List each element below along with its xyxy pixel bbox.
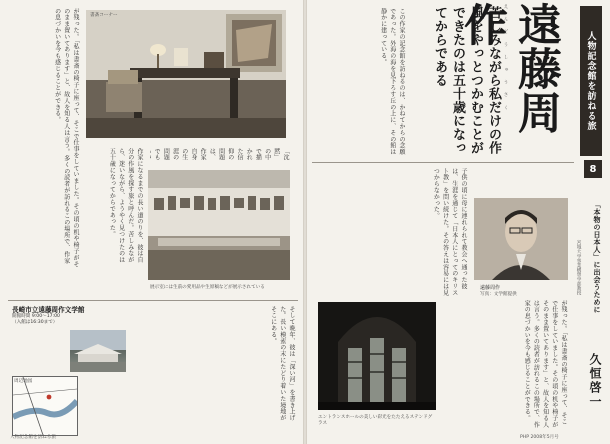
right-body-column-e: が残った。「私は書斎の椅子に座って、そこで仕事をしていました。その頃の机や椅子がそのまま置いてあります」と、故人を知る人は言う。多くの読者が訪れるこの場所で、作家の息づかいを今も感じることができる。 — [523, 300, 567, 428]
author-portrait-illustration — [474, 198, 568, 280]
portrait-subcaption: 写真：文学館提供 — [480, 292, 517, 297]
access-map-label: 周辺地図 — [14, 379, 33, 384]
author-portrait-photo — [474, 198, 568, 280]
access-map-illustration — [13, 377, 77, 435]
right-intro-text: この作家の記念館を訪ねるのは、かねてからの念願であった。外海の海を見下ろす丘の上に、その館は静かに建っている。 — [379, 8, 405, 156]
left-body-column-c: 「沈黙」の中で描かれた信仰の問題は、作家自身の生涯の問題でも — [153, 148, 289, 161]
left-section-divider — [8, 300, 298, 301]
right-body-column-d: 子供の頃に母に連れられて教会へ通った彼は、生涯を通じて「日本人にとってのキリスト教」を問い続けた。その答えは容易には見つからなかった。 — [432, 168, 467, 296]
series-subtitle: 「本物の日本人」に出会うために — [593, 200, 601, 314]
study-corner-photo — [86, 10, 286, 138]
museum-building-illustration — [70, 330, 126, 372]
museum-name: 長崎市立遠藤周作文学館 — [12, 306, 85, 314]
access-map — [12, 376, 78, 436]
museum-info: 開館時間 9:00〜17:00（入館は16:30まで） — [12, 314, 60, 325]
stained-glass-illustration — [318, 302, 436, 410]
left-body-column-d: そして晩年、彼は「深い河」を書き上げた。長い模索の末にたどり着いた境地がそこにある。 — [269, 306, 295, 422]
right-page-footer: PHP 2008年5月号 — [520, 435, 559, 440]
left-body-column-b: 作家になるまでの長い道のりを、彼は自分の作風を探す旅と呼んだ。苦しみながら、迷いながら、ようやく見つけたのは五十歳になってからであった。 — [108, 148, 143, 264]
portrait-caption: 遠藤周作 — [480, 285, 501, 291]
stained-glass-photo — [318, 302, 436, 410]
left-body-column-a: が残った。「私は書斎の椅子に座って、そこで仕事をしていました。その頃の机や椅子がそのまま置いてあります」と、故人を知る人は言う。多くの読者が訪れるこの場所で、作家の息づかいを今も感じることができる。 — [53, 8, 79, 268]
exhibition-room-caption: 展示室には生前の愛用品や生原稿などが展示されている — [150, 285, 265, 290]
museum-building-photo — [70, 330, 126, 372]
exhibition-room-illustration — [148, 170, 290, 280]
series-title-banner: 人物記念館を訪ねる旅 — [580, 6, 602, 156]
article-headline: 苦しみながら私だけの作風をやっとつかむことができたのは五十歳になってからである — [432, 6, 501, 155]
stained-glass-caption: エントランスホールの美しい彩光をたたえるステンドグラス — [318, 415, 433, 426]
author-name: 久恒啓一 — [588, 353, 602, 409]
study-corner-illustration — [86, 10, 286, 138]
left-page-footer: 人物記念館を訪ねる旅 — [10, 435, 56, 440]
article-title-ruby: えんどうしゅうさく — [503, 4, 508, 118]
article-title-name: 遠藤周作 — [456, 2, 561, 134]
exhibition-room-photo — [148, 170, 290, 280]
series-number-badge: 8 — [584, 160, 602, 178]
right-section-divider — [312, 162, 574, 163]
study-corner-label: 書斎コーナー — [90, 13, 118, 18]
author-affiliation: 宮城大学事業構想学部教授 — [576, 240, 581, 296]
